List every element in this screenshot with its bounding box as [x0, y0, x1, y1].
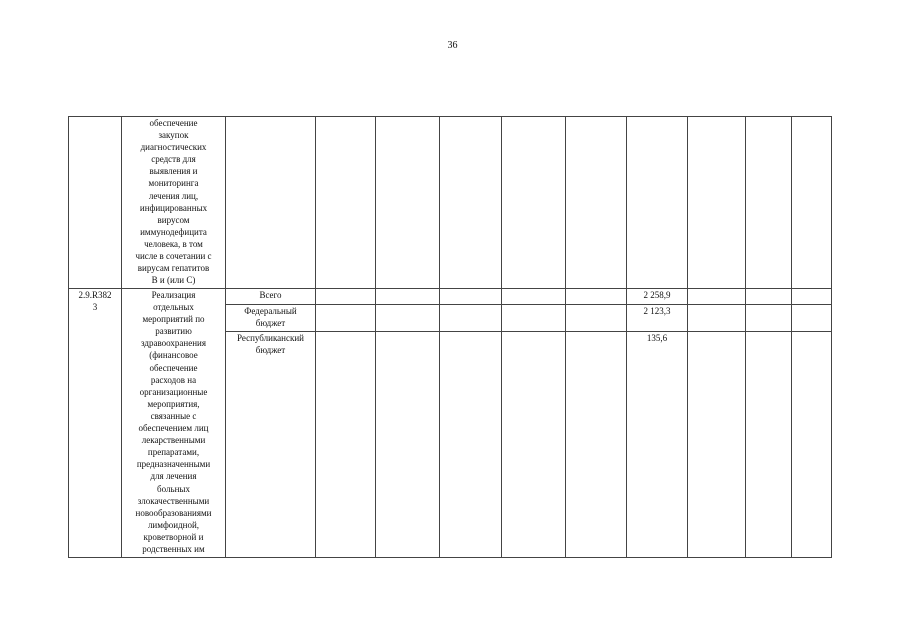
amount-republic: 135,6	[627, 332, 688, 558]
page-number: 36	[447, 40, 458, 51]
code-cell	[69, 117, 122, 289]
amount-total: 2 258,9	[627, 289, 688, 305]
amount-federal: 2 123,3	[627, 305, 688, 332]
source-label-republic: Республиканский бюджет	[226, 332, 316, 558]
code-cell: 2.9.R382 3	[69, 289, 122, 558]
source-label-total: Всего	[226, 289, 316, 305]
table-row-2-9-r3823-total	[69, 289, 832, 305]
budget-table	[68, 116, 832, 558]
measure-name-cell: Реализация отдельных мероприятий по развитию здравоохранения (финансовое обеспечение расходов на организационные мероприятия, связанные с обеспечением лиц лекарственными препаратами, предназначенными для лечения больных злокачественными новообразованиями лимфоидной, кроветворной и родственных им	[122, 289, 226, 558]
source-cell	[226, 117, 316, 289]
measure-name-cell: обеспечение закупок диагностических средств для выявления и мониторинга лечения лиц, инфицированных вирусом иммунодефицита человека, в том числе в сочетании с вирусам гепатитов В и (или С)	[122, 117, 226, 289]
table-row-continuation	[69, 117, 832, 289]
source-label-federal: Федеральный бюджет	[226, 305, 316, 332]
